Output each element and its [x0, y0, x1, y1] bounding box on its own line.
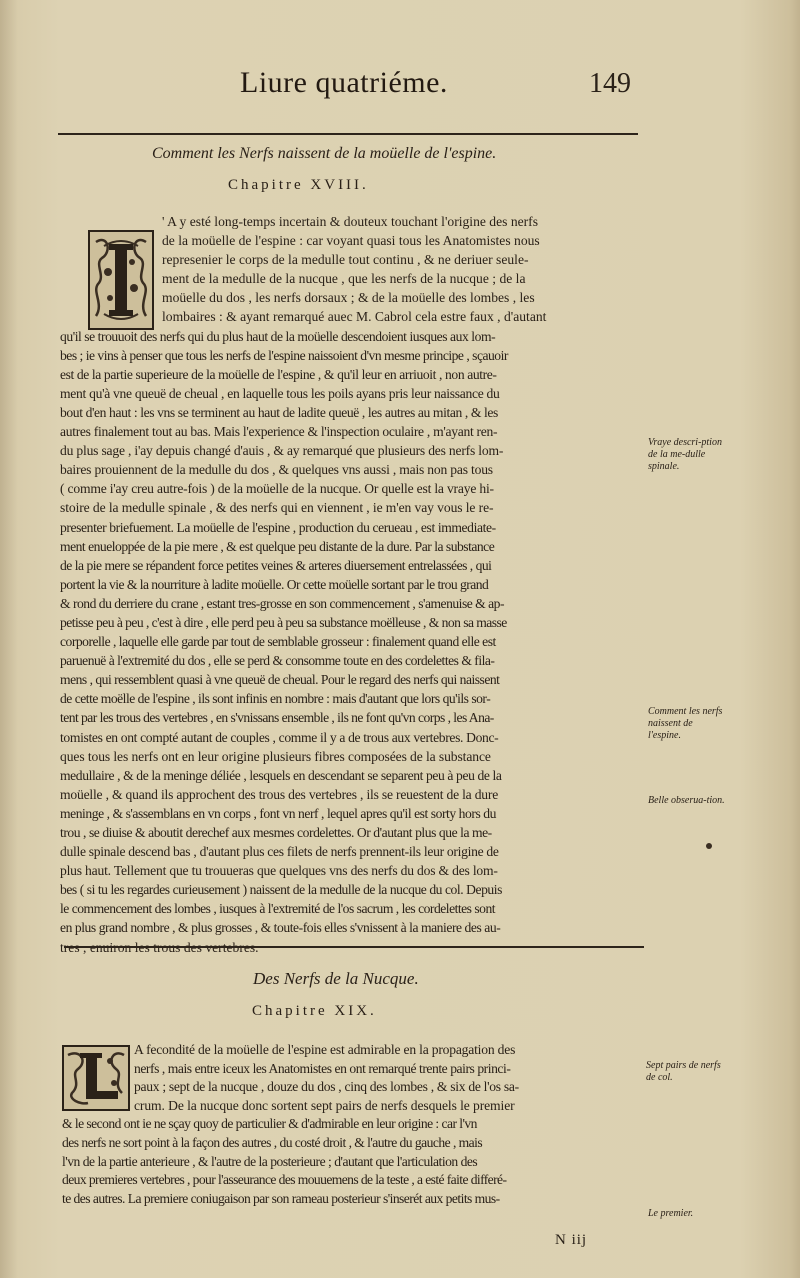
text-line: du plus sage , i'ay depuis changé d'auis , & ay remarqué que plusieurs des nerfs lom-: [60, 443, 504, 459]
text-line: mens , qui ressemblent quasi à vne queuë de cheual. Pour le regard des nerfs qui naissent: [60, 672, 500, 688]
margin-note: Vraye descri-ption de la me-dulle spinale.: [648, 437, 722, 472]
signature-mark: N iij: [555, 1232, 588, 1248]
text-line: paruenuë à l'extremité du dos , elle se perd & consomme toute en des cordelettes & fila-: [60, 653, 495, 669]
text-line: est de la partie superieure de la moüelle de l'espine , & qu'il leur en arriuoit , non autre-: [60, 366, 497, 382]
text-line: represenier le corps de la medulle tout continu , & ne deriuer seule-: [162, 252, 529, 268]
text-line: ment qu'à vne queuë de cheual , en laquelle tous les poils ayans pris leur naissance du: [60, 385, 500, 401]
text-line: medullaire , & de la meninge déliée , lesquels en descendant se separent peu à peu de la: [60, 767, 502, 783]
text-line: plus haut. Tellement que tu trouueras que quelques vns des nerfs du dos & des lom-: [60, 863, 498, 879]
text-line: autres finalement tout au bas. Mais l'experience & l'inspection oculaire , m'ayant ren-: [60, 424, 498, 440]
text-line: ' A y esté long-temps incertain & douteux touchant l'origine des nerfs: [162, 214, 538, 229]
text-line: ment enueloppée de la pie mere , & est quelque peu distante de la dure. Par la substance: [60, 538, 495, 554]
text-line: bes ( si tu les regardes curieusement ) naissent de la medulle de la nucque du col. Depuis: [60, 882, 502, 898]
text-line: ment de la medulle de la nucque , que les nerfs de la nucque ; de la: [162, 271, 526, 287]
text-line: bout d'en haut : les vns se terminent au haut de ladite queuë , les autres au mitan , & les: [60, 404, 498, 420]
running-head: Liure quatriéme.: [240, 66, 448, 99]
text-line: trou , se diuise & aboutit derechef aux mesmes cordelettes. Or d'autant plus que la me-: [60, 825, 492, 840]
margin-note: Sept pairs de nerfs de col.: [646, 1060, 721, 1083]
chapter-18-number: Chapitre XVIII.: [228, 177, 369, 193]
chapter-19-number: Chapitre XIX.: [252, 1003, 377, 1019]
text-line: nerfs , mais entre iceux les Anatomistes en ont remarqué trente pairs princi-: [134, 1060, 511, 1076]
text-line: de la moüelle de l'espine : car voyant quasi tous les Anatomistes nous: [162, 233, 540, 249]
margin-note: Le premier.: [648, 1208, 694, 1219]
text-line: de la pie mere se répandent force petites veines & arteres diuersement entrelassées , qui: [60, 557, 492, 573]
text-line: dulle spinale descend bas , d'autant plus ces filets de nerfs prennent-ils leur origine de: [60, 844, 499, 860]
text-line: ques tous les nerfs ont en leur origine plusieurs fibres composées de la substance: [60, 748, 491, 764]
text-line: tres , enuiron les trous des vertebres.: [60, 939, 259, 955]
chapter-18-title: Comment les Nerfs naissent de la moüelle de l'espine.: [152, 145, 497, 162]
margin-note: Belle obserua-tion.: [648, 795, 725, 806]
text-line: le commencement des lombes , iusques à l'extremité de l'os sacrum , les cordelettes sont: [60, 901, 496, 917]
text-line: tomistes en ont compté autant de couples , comme il y a de trous aux vertebres. Donc-: [60, 729, 499, 745]
chapter-19-body: [62, 1041, 647, 1208]
text-line: moüelle du dos , les nerfs dorsaux ; & de la moüelle des lombes , les: [162, 290, 535, 306]
text-line: de cette moëlle de l'espine , ils sont infinis en nombre : mais d'autant que lors qu'ils sor-: [60, 691, 491, 707]
text-line: bes ; ie vins à penser que tous les nerfs de l'espine naissoient d'vn mesme principe , sçauoir: [60, 347, 508, 363]
text-line: te des autres. La premiere coniugaison par son rameau posterieur s'inserét aux petits mus-: [62, 1190, 500, 1206]
text-line: presenter briefuement. La moüelle de l'espine , production du cerueau , est immediate-: [60, 519, 496, 535]
text-line: deux premieres vertebres , pour l'asseurance des mouuemens de la teste , a esté faite differé-: [62, 1172, 507, 1188]
ink-spot: [706, 843, 712, 849]
text-line: portent la vie & la nourriture à ladite moüelle. Or cette moüelle sortant par le trou grand: [60, 576, 489, 592]
text-line: moüelle , & quand ils approchent des trous des vertebres , ils se reuestent de la dure: [60, 786, 499, 802]
text-line: baires prouiennent de la medulle du dos , & quelques vns aussi , mais non pas tous: [60, 462, 493, 478]
text-line: qu'il se trouuoit des nerfs qui du plus haut de la moüelle descendoient iusques aux lom-: [60, 328, 496, 344]
text-line: l'vn de la partie anterieure , & l'autre de la posterieure ; d'autant que l'articulation des: [62, 1153, 478, 1169]
text-line: & rond du derriere du crane , estant tres-grosse en son commencement , s'amenuise & ap-: [60, 595, 505, 611]
text-line: paux ; sept de la nucque , douze du dos , cinq des lombes , & six de l'os sa-: [134, 1079, 519, 1095]
text-line: & le second ont ie ne sçay quoy de particulier & d'admirable en leur origine : car l'vn: [62, 1116, 477, 1132]
text-line: corporelle , laquelle elle garde par tout de semblable grosseur : finalement quand elle est: [60, 634, 496, 650]
text-line: lombaires : & ayant remarqué auec M. Cabrol cela estre faux , d'autant: [162, 309, 547, 325]
text-line: en plus grand nombre , & plus grosses , & toute-fois elles s'vnissent à la maniere des au-: [60, 920, 501, 936]
text-line: crum. De la nucque donc sortent sept pairs de nerfs desquels le premier: [134, 1097, 515, 1113]
page-number: 149: [589, 68, 631, 99]
section-rule: [64, 946, 644, 948]
text-line: ( comme i'ay creu autre-fois ) de la moüelle de la nucque. Or quelle est la vraye hi-: [60, 481, 494, 497]
text-line: des nerfs ne sort point à la façon des autres , du costé droit , & l'autre du gauche , mais: [62, 1134, 483, 1150]
text-line: A fecondité de la moüelle de l'espine est admirable en la propagation des: [134, 1042, 516, 1057]
margin-note: Comment les nerfs naissent de l'espine.: [648, 706, 723, 741]
text-line: stoire de la medulle spinale , & des nerfs qui en viennent , ie m'en vay vous le re-: [60, 500, 494, 516]
chapter-18-body: [60, 212, 645, 957]
header-rule: [58, 133, 638, 135]
text-line: tent par les trous des vertebres , en s'vnissans ensemble , ils ne font qu'vn corps , les Ana-: [60, 710, 494, 726]
text-line: meninge , & s'assemblans en vn corps , font vn nerf , lequel apres qu'il est sorty hors du: [60, 805, 496, 821]
text-line: petisse peu à peu , c'est à dire , elle perd peu à peu sa substance moëlleuse , & non sa masse: [60, 614, 507, 630]
chapter-19-title: Des Nerfs de la Nucque.: [253, 969, 419, 988]
